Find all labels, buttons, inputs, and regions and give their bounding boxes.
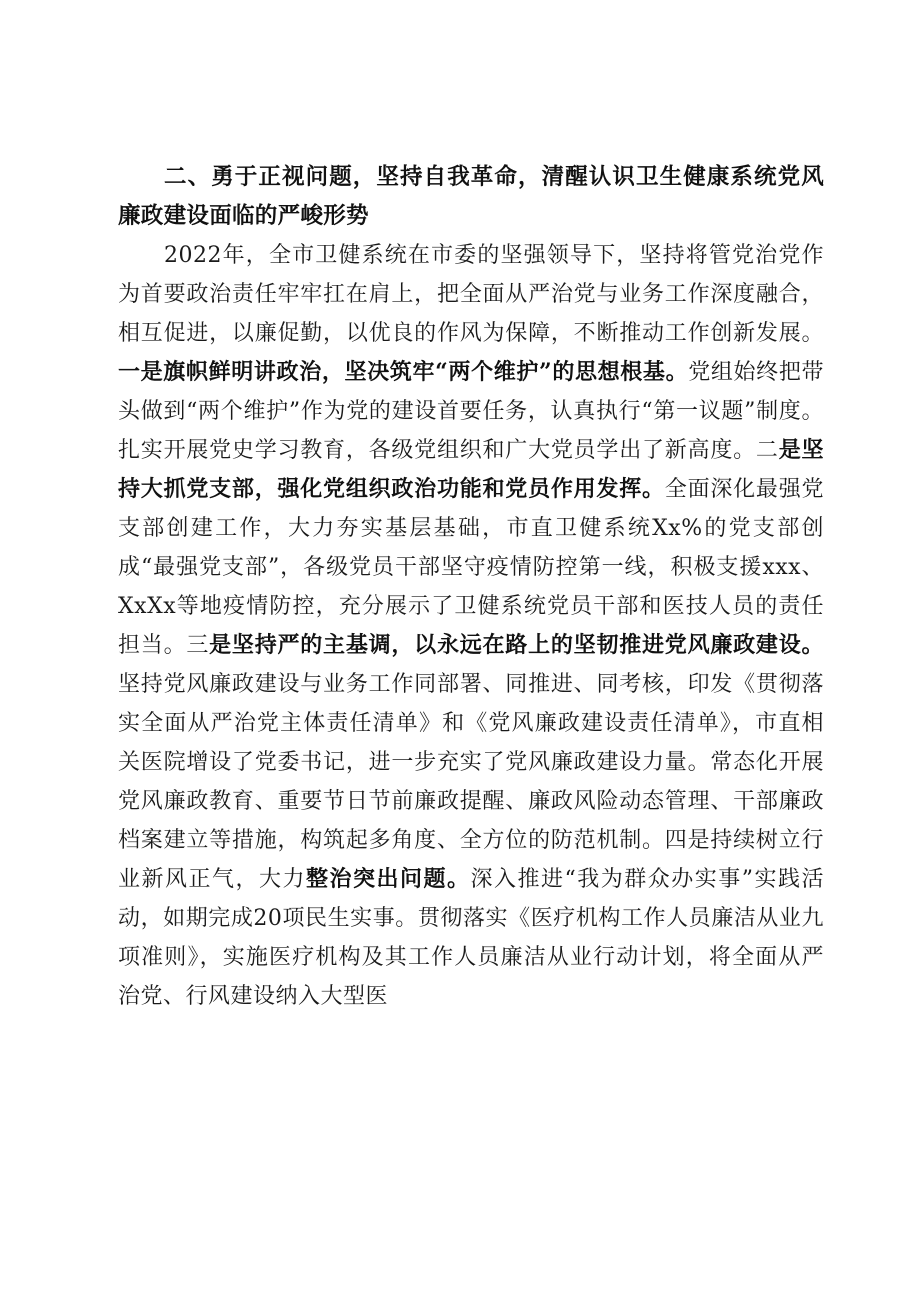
point-four-emphasis: 整治突出问题。 <box>306 866 471 892</box>
section-heading: 二、勇于正视问题，坚持自我革命，清醒认识卫生健康系统党风廉政建设面临的严峻形势 <box>118 164 824 229</box>
point-three-emphasis: 是坚持严的主基调，以永远在路上的坚韧推进党风廉政建设。 <box>209 632 824 658</box>
paragraph-text: 深入推进“我为群众办实事”实践活动，如期完成20项民生实事。贯彻落实《医疗机构工作人员廉洁从业九项准则》，实施医疗机构及其工作人员廉洁从业行动计划，将全面从严治党、行风建设纳入大型医 <box>118 867 824 1009</box>
paragraph-text: 坚持党风廉政建设与业务工作同部署、同推进、同考核，印发《贯彻落实全面从严治党主体责任清单》和《党风廉政建设责任清单》，市直相关医院增设了党委书记，进一步充实了党风廉政建设力量。常态化开展党风廉政教育、重要节日节前廉政提醒、廉政风险动态管理、干部廉政档案建立等措施，构筑起多角度、全方位的防范机制。四是持续树立行业新风正气，大力 <box>118 672 824 892</box>
point-one-emphasis: 一是旗帜鲜明讲政治，坚决筑牢“两个维护”的思想根基。 <box>118 359 689 385</box>
paragraph-text: 党组始终把带头做到“两个维护”作为党的建设首要任务，认真执行“第一议题”制度。扎实开展党史学习教育，各级党组织和广大党员学出了新高度。二 <box>118 360 824 463</box>
paragraph-text: 2022年，全市卫健系统在市委的坚强领导下，坚持将管党治党作为首要政治责任牢牢扛在肩上，把全面从严治党与业务工作深度融合，相互促进，以廉促勤，以优良的作风为保障，不断推动工作创新发展。 <box>118 243 824 346</box>
body-paragraph <box>118 236 824 1016</box>
point-two-emphasis: 是坚持大抓党支部，强化党组织政治功能和党员作用发挥。 <box>118 437 824 502</box>
document-page <box>118 158 824 1016</box>
paragraph-text: 全面深化最强党支部创建工作，大力夯实基层基础，市直卫健系统Xx%的党支部创成“最强党支部”，各级党员干部坚守疫情防控第一线，积极支援xxx、XxXx等地疫情防控，充分展示了卫健系统党员干部和医技人员的责任担当。三 <box>118 477 824 658</box>
